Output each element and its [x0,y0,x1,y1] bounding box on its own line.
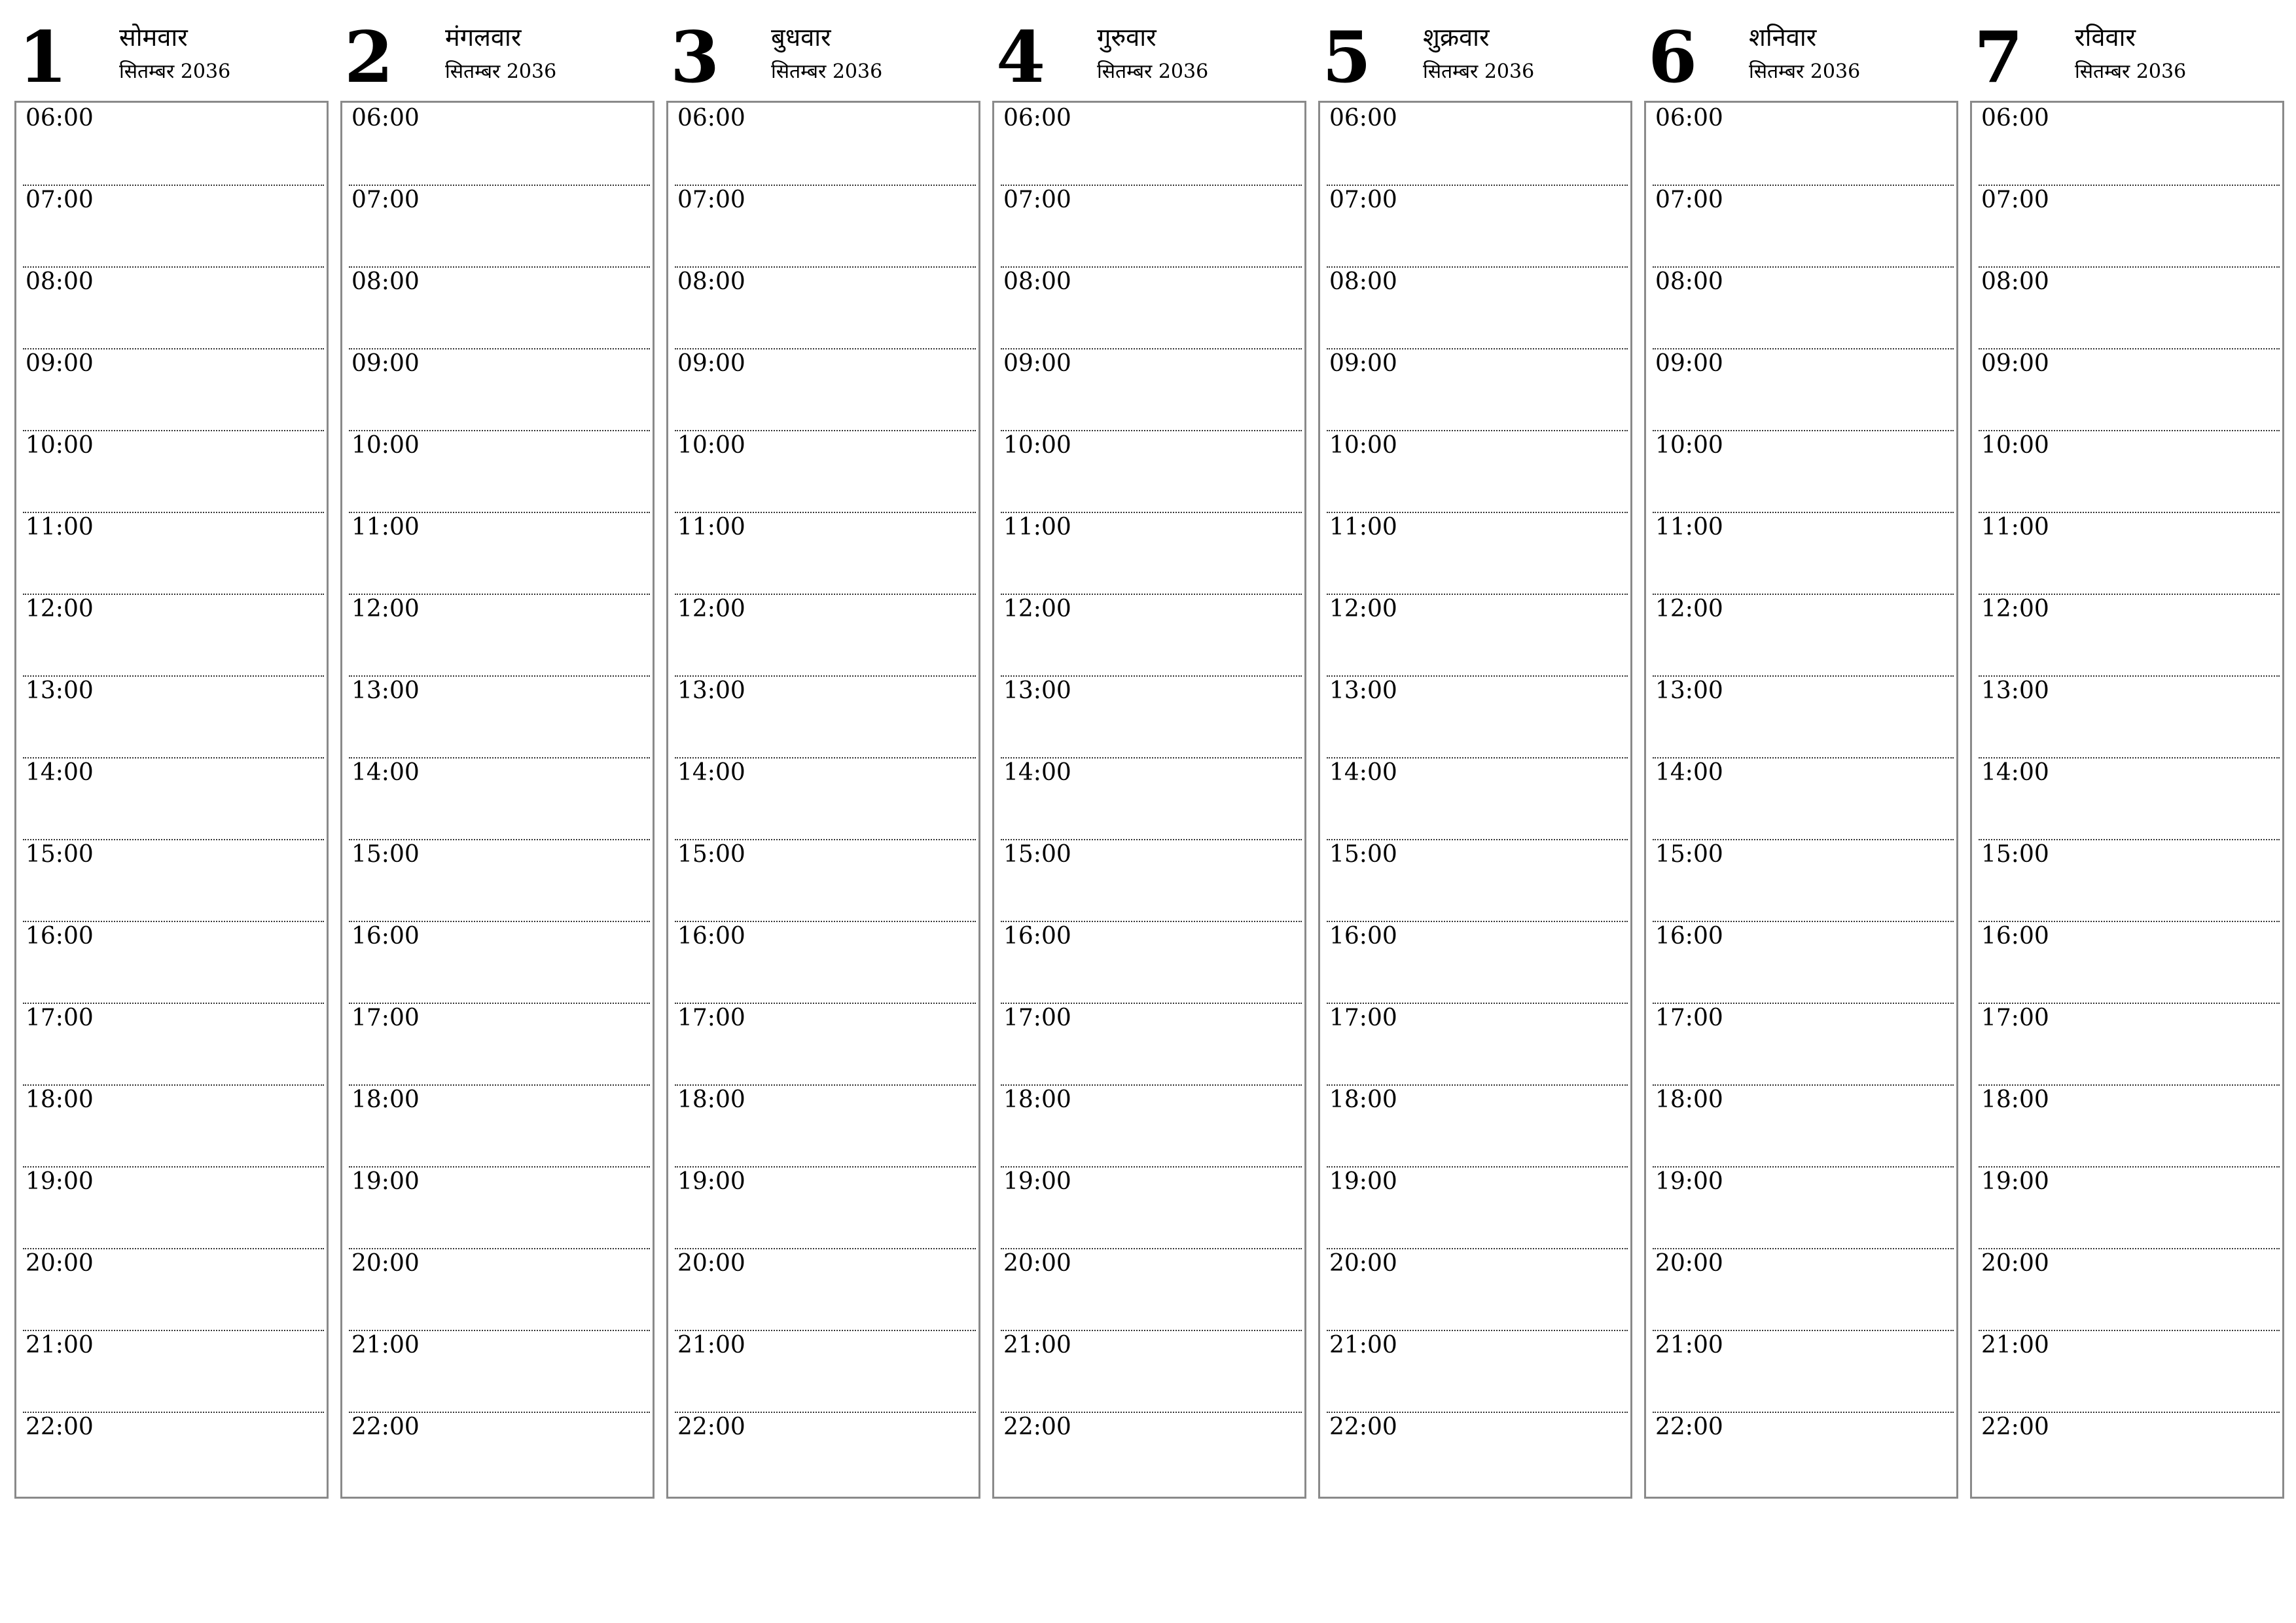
time-label: 10:00 [1329,432,1397,459]
time-label: 17:00 [1655,1005,1723,1031]
time-slot[interactable] [349,513,650,595]
time-label: 18:00 [1329,1086,1397,1113]
time-slot[interactable] [349,677,650,758]
time-slot[interactable] [23,349,324,431]
time-slot[interactable] [1001,268,1302,349]
time-label: 09:00 [1981,350,2049,377]
day-month-year: सितम्बर 2036 [119,60,231,83]
time-label: 07:00 [1981,187,2049,213]
time-label: 06:00 [1655,105,1723,132]
time-slot[interactable] [23,595,324,677]
time-slot[interactable] [675,431,976,513]
day-number: 7 [1974,16,2024,99]
time-slot[interactable] [1653,1413,1954,1495]
time-label: 07:00 [26,187,94,213]
time-slot[interactable] [23,1168,324,1249]
time-slot[interactable] [1327,268,1628,349]
time-label: 13:00 [677,677,745,704]
time-label: 17:00 [1981,1005,2049,1031]
time-label: 08:00 [1981,268,2049,295]
time-slot[interactable] [1979,104,2280,186]
day-number: 2 [344,16,394,99]
time-label: 12:00 [1655,596,1723,622]
time-label: 20:00 [1329,1250,1397,1277]
time-label: 20:00 [1003,1250,1071,1277]
time-slot[interactable] [1979,840,2280,922]
time-slot[interactable] [675,922,976,1004]
time-slot[interactable] [1001,349,1302,431]
time-label: 07:00 [1329,187,1397,213]
time-slot[interactable] [349,1249,650,1331]
time-label: 06:00 [1329,105,1397,132]
time-label: 09:00 [26,350,94,377]
time-label: 21:00 [351,1332,420,1359]
time-label: 09:00 [1329,350,1397,377]
day-name: शुक्रवार [1423,23,1490,52]
time-label: 13:00 [1003,677,1071,704]
time-label: 10:00 [677,432,745,459]
time-label: 15:00 [1655,841,1723,868]
time-label: 19:00 [351,1168,420,1195]
time-label: 15:00 [26,841,94,868]
day-header [1644,18,1957,101]
day-name: गुरुवार [1097,23,1157,52]
time-slot[interactable] [1653,186,1954,268]
day-column [1970,16,2283,1440]
time-label: 18:00 [351,1086,420,1113]
time-label: 06:00 [1981,105,2049,132]
time-slot[interactable] [1001,840,1302,922]
day-month-year: सितम्बर 2036 [1749,60,1861,83]
time-label: 11:00 [351,514,420,541]
time-label: 20:00 [26,1250,94,1277]
day-name: सोमवार [119,23,188,52]
day-header [1970,18,2283,101]
time-slot[interactable] [23,268,324,349]
time-slot[interactable] [349,268,650,349]
time-slot[interactable] [675,595,976,677]
time-slot[interactable] [675,1331,976,1413]
time-label: 08:00 [1003,268,1071,295]
day-schedule-box [14,101,329,1499]
time-label: 20:00 [351,1250,420,1277]
time-slot[interactable] [1653,1086,1954,1168]
time-slot[interactable] [1327,1331,1628,1413]
time-slot[interactable] [675,268,976,349]
time-slot[interactable] [1001,186,1302,268]
day-month-year: सितम्बर 2036 [2075,60,2187,83]
time-label: 22:00 [677,1414,745,1440]
day-column [14,16,327,1440]
day-month-year: सितम्बर 2036 [445,60,557,83]
time-label: 06:00 [677,105,745,132]
time-label: 18:00 [1981,1086,2049,1113]
time-label: 09:00 [1655,350,1723,377]
day-number: 1 [18,16,68,99]
time-slot[interactable] [1327,186,1628,268]
time-label: 10:00 [1981,432,2049,459]
time-slot[interactable] [349,186,650,268]
day-header [340,18,653,101]
day-name: शनिवार [1749,23,1817,52]
time-slot[interactable] [1653,1004,1954,1086]
time-slot[interactable] [23,1004,324,1086]
time-label: 22:00 [1981,1414,2049,1440]
time-label: 11:00 [1981,514,2049,541]
time-slot[interactable] [23,922,324,1004]
time-label: 18:00 [1003,1086,1071,1113]
time-slot[interactable] [349,1331,650,1413]
time-slot[interactable] [1327,1168,1628,1249]
time-label: 10:00 [351,432,420,459]
time-slot[interactable] [1001,595,1302,677]
time-label: 16:00 [26,923,94,950]
time-label: 15:00 [1329,841,1397,868]
time-label: 17:00 [26,1005,94,1031]
time-label: 14:00 [677,759,745,786]
time-label: 17:00 [1003,1005,1071,1031]
day-month-year: सितम्बर 2036 [1097,60,1209,83]
day-number: 6 [1648,16,1698,99]
time-label: 19:00 [1655,1168,1723,1195]
time-label: 19:00 [26,1168,94,1195]
time-slot[interactable] [23,186,324,268]
time-label: 06:00 [351,105,420,132]
time-slot[interactable] [675,104,976,186]
time-label: 07:00 [1003,187,1071,213]
time-slot[interactable] [1653,104,1954,186]
time-slot[interactable] [675,677,976,758]
time-slot[interactable] [1001,922,1302,1004]
time-slot[interactable] [1653,349,1954,431]
time-slot[interactable] [1979,922,2280,1004]
time-label: 22:00 [1329,1414,1397,1440]
time-label: 16:00 [1329,923,1397,950]
time-label: 10:00 [1655,432,1723,459]
time-slot[interactable] [349,349,650,431]
time-slot[interactable] [1327,677,1628,758]
time-slot[interactable] [1979,186,2280,268]
day-name: रविवार [2075,23,2136,52]
time-slot[interactable] [1327,1249,1628,1331]
time-label: 13:00 [1329,677,1397,704]
day-schedule-box [340,101,655,1499]
day-schedule-box [666,101,980,1499]
day-column [340,16,653,1440]
time-label: 09:00 [677,350,745,377]
time-slot[interactable] [1979,1249,2280,1331]
time-label: 08:00 [26,268,94,295]
time-label: 08:00 [677,268,745,295]
time-slot[interactable] [675,513,976,595]
time-slot[interactable] [23,104,324,186]
time-label: 14:00 [1329,759,1397,786]
time-slot[interactable] [349,1413,650,1495]
time-label: 16:00 [677,923,745,950]
time-label: 17:00 [1329,1005,1397,1031]
time-slot[interactable] [23,513,324,595]
day-column [1318,16,1631,1440]
time-slot[interactable] [1979,1168,2280,1249]
time-slot[interactable] [1979,431,2280,513]
time-slot[interactable] [1001,513,1302,595]
time-label: 21:00 [1981,1332,2049,1359]
time-slot[interactable] [1979,1004,2280,1086]
day-number: 3 [670,16,720,99]
time-slot[interactable] [1001,677,1302,758]
time-label: 14:00 [1655,759,1723,786]
time-slot[interactable] [1001,1413,1302,1495]
time-label: 22:00 [26,1414,94,1440]
day-schedule-box [1318,101,1632,1499]
time-label: 11:00 [26,514,94,541]
day-header [14,18,327,101]
time-slot[interactable] [1979,1413,2280,1495]
time-slot[interactable] [23,1413,324,1495]
day-schedule-box [1970,101,2284,1499]
time-label: 15:00 [351,841,420,868]
time-label: 17:00 [351,1005,420,1031]
time-slot[interactable] [675,349,976,431]
day-header [666,18,979,101]
time-label: 13:00 [1981,677,2049,704]
time-slot[interactable] [1653,1168,1954,1249]
time-slot[interactable] [349,1086,650,1168]
time-slot[interactable] [1001,1331,1302,1413]
time-label: 20:00 [1655,1250,1723,1277]
time-slot[interactable] [1327,595,1628,677]
time-label: 19:00 [1003,1168,1071,1195]
time-label: 12:00 [26,596,94,622]
time-label: 16:00 [1981,923,2049,950]
time-label: 21:00 [1329,1332,1397,1359]
time-slot[interactable] [23,431,324,513]
time-slot[interactable] [1001,1086,1302,1168]
time-slot[interactable] [1327,431,1628,513]
time-label: 08:00 [351,268,420,295]
time-label: 12:00 [1003,596,1071,622]
time-label: 19:00 [677,1168,745,1195]
time-label: 14:00 [351,759,420,786]
time-label: 15:00 [1003,841,1071,868]
time-slot[interactable] [675,1004,976,1086]
time-label: 12:00 [677,596,745,622]
time-slot[interactable] [1001,104,1302,186]
time-label: 12:00 [1329,596,1397,622]
time-slot[interactable] [349,104,650,186]
time-slot[interactable] [23,1249,324,1331]
time-slot[interactable] [1653,513,1954,595]
time-slot[interactable] [349,1168,650,1249]
time-slot[interactable] [1979,268,2280,349]
time-slot[interactable] [349,1004,650,1086]
time-slot[interactable] [675,1249,976,1331]
time-label: 16:00 [351,923,420,950]
time-label: 19:00 [1981,1168,2049,1195]
time-slot[interactable] [675,758,976,840]
time-slot[interactable] [1327,922,1628,1004]
time-slot[interactable] [1979,595,2280,677]
day-name: मंगलवार [445,23,522,52]
day-header [1318,18,1631,101]
time-label: 14:00 [1003,759,1071,786]
time-slot[interactable] [1979,758,2280,840]
time-label: 08:00 [1329,268,1397,295]
time-label: 21:00 [26,1332,94,1359]
time-label: 06:00 [26,105,94,132]
time-slot[interactable] [1653,1249,1954,1331]
time-label: 18:00 [677,1086,745,1113]
time-label: 09:00 [1003,350,1071,377]
time-slot[interactable] [1653,922,1954,1004]
time-slot[interactable] [1653,431,1954,513]
time-label: 12:00 [1981,596,2049,622]
time-label: 21:00 [1655,1332,1723,1359]
time-label: 15:00 [1981,841,2049,868]
time-slot[interactable] [23,1086,324,1168]
time-slot[interactable] [675,186,976,268]
time-label: 11:00 [1329,514,1397,541]
time-label: 22:00 [1003,1414,1071,1440]
time-label: 07:00 [351,187,420,213]
time-slot[interactable] [1001,1168,1302,1249]
time-slot[interactable] [1001,758,1302,840]
time-slot[interactable] [23,1331,324,1413]
time-label: 13:00 [351,677,420,704]
time-slot[interactable] [1327,104,1628,186]
time-slot[interactable] [1001,1249,1302,1331]
time-label: 12:00 [351,596,420,622]
time-label: 10:00 [1003,432,1071,459]
time-slot[interactable] [1653,677,1954,758]
time-slot[interactable] [1327,758,1628,840]
time-slot[interactable] [1979,513,2280,595]
time-label: 13:00 [26,677,94,704]
time-label: 11:00 [1003,514,1071,541]
time-label: 20:00 [677,1250,745,1277]
time-label: 18:00 [1655,1086,1723,1113]
time-slot[interactable] [675,1086,976,1168]
time-label: 20:00 [1981,1250,2049,1277]
time-label: 15:00 [677,841,745,868]
time-slot[interactable] [1979,677,2280,758]
time-label: 17:00 [677,1005,745,1031]
day-column [666,16,979,1440]
day-month-year: सितम्बर 2036 [771,60,883,83]
day-header [992,18,1305,101]
day-number: 5 [1322,16,1372,99]
time-label: 14:00 [26,759,94,786]
time-label: 07:00 [1655,187,1723,213]
time-slot[interactable] [675,1413,976,1495]
time-slot[interactable] [1327,1413,1628,1495]
time-label: 18:00 [26,1086,94,1113]
time-slot[interactable] [1327,513,1628,595]
day-name: बुधवार [771,23,831,52]
time-slot[interactable] [23,840,324,922]
time-label: 08:00 [1655,268,1723,295]
time-label: 10:00 [26,432,94,459]
day-schedule-box [1644,101,1958,1499]
time-slot[interactable] [23,677,324,758]
time-slot[interactable] [1979,1331,2280,1413]
time-slot[interactable] [1001,1004,1302,1086]
time-label: 16:00 [1655,923,1723,950]
time-label: 19:00 [1329,1168,1397,1195]
time-slot[interactable] [1653,840,1954,922]
time-label: 07:00 [677,187,745,213]
time-label: 09:00 [351,350,420,377]
time-slot[interactable] [675,840,976,922]
time-slot[interactable] [675,1168,976,1249]
time-slot[interactable] [1327,1086,1628,1168]
time-label: 06:00 [1003,105,1071,132]
day-month-year: सितम्बर 2036 [1423,60,1535,83]
day-number: 4 [996,16,1046,99]
time-slot[interactable] [1979,349,2280,431]
time-slot[interactable] [1653,595,1954,677]
time-label: 14:00 [1981,759,2049,786]
time-label: 11:00 [1655,514,1723,541]
time-slot[interactable] [1327,840,1628,922]
day-column [1644,16,1957,1440]
time-label: 21:00 [677,1332,745,1359]
time-label: 16:00 [1003,923,1071,950]
time-label: 22:00 [1655,1414,1723,1440]
day-schedule-box [992,101,1306,1499]
time-slot[interactable] [349,595,650,677]
time-label: 11:00 [677,514,745,541]
time-label: 21:00 [1003,1332,1071,1359]
time-slot[interactable] [1653,268,1954,349]
time-slot[interactable] [1001,431,1302,513]
time-label: 13:00 [1655,677,1723,704]
day-column [992,16,1305,1440]
time-slot[interactable] [1327,1004,1628,1086]
time-slot[interactable] [1653,758,1954,840]
time-slot[interactable] [349,431,650,513]
time-slot[interactable] [349,758,650,840]
time-slot[interactable] [349,922,650,1004]
time-label: 22:00 [351,1414,420,1440]
time-slot[interactable] [1653,1331,1954,1413]
time-slot[interactable] [23,758,324,840]
time-slot[interactable] [1979,1086,2280,1168]
time-slot[interactable] [1327,349,1628,431]
time-slot[interactable] [349,840,650,922]
